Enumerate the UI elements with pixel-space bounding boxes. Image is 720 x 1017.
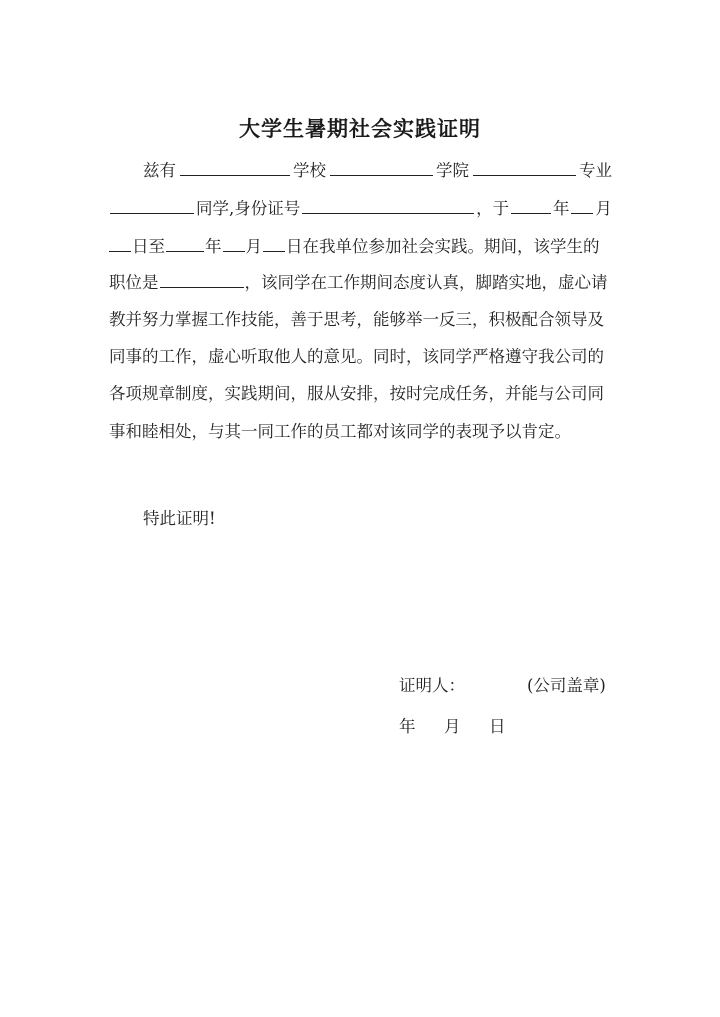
day-to-label: 日至 [132, 237, 165, 256]
college-label: 学院 [436, 161, 469, 180]
date-year-label: 年 [399, 717, 416, 736]
intro-text: 兹有 [143, 161, 176, 180]
end-day-blank[interactable] [263, 231, 285, 252]
line4-rest-text: ，该同学在工作期间态度认真，脚踏实地，虚心请 [244, 273, 608, 292]
document-title: 大学生暑期社会实践证明 [239, 116, 481, 141]
school-blank[interactable] [330, 155, 433, 176]
major-label: 专业 [579, 161, 612, 180]
end-month-blank[interactable] [223, 231, 245, 252]
start-day-blank[interactable] [109, 231, 131, 252]
position-label: 职位是 [109, 273, 159, 292]
paragraph-line-6: 同事的工作，虚心听取他人的意见。同时，该同学严格遵守我公司的 [109, 347, 604, 366]
id-number-blank[interactable] [302, 193, 474, 214]
certifier-label: 证明人： [399, 676, 465, 695]
signature-row [399, 671, 606, 701]
date-row [399, 712, 506, 742]
college-blank[interactable] [473, 155, 576, 176]
start-year-blank[interactable] [511, 193, 551, 214]
end-month-label: 月 [245, 237, 262, 256]
start-month-label: 月 [595, 199, 612, 218]
paragraph-line-8: 事和睦相处，与其一同工作的员工都对该同学的表现予以肯定。 [109, 422, 571, 441]
end-year-label: 年 [205, 237, 222, 256]
start-month-blank[interactable] [571, 193, 593, 214]
from-label: ，于 [476, 199, 510, 218]
line3-rest-text: 日在我单位参加社会实践。期间，该学生的 [286, 237, 600, 256]
date-day-label: 日 [489, 717, 506, 736]
school-label: 学校 [293, 161, 326, 180]
paragraph-line-3 [109, 231, 612, 261]
paragraph-line-7: 各项规章制度，实践期间，服从安排，按时完成任务，并能与公司同 [109, 384, 604, 403]
date-month-label: 月 [444, 717, 461, 736]
paragraph-line-5: 教并努力掌握工作技能，善于思考，能够举一反三，积极配合领导及 [109, 310, 604, 329]
paragraph-line-4 [109, 267, 612, 297]
company-stamp-label: (公司盖章) [527, 676, 606, 695]
paragraph-line-1 [143, 155, 612, 185]
end-year-blank[interactable] [166, 231, 204, 252]
closing-text: 特此证明! [143, 509, 216, 528]
major-blank[interactable] [110, 193, 194, 214]
name-blank[interactable] [180, 155, 290, 176]
position-blank[interactable] [160, 267, 244, 288]
start-year-label: 年 [553, 199, 570, 218]
paragraph-line-2 [109, 193, 612, 223]
classmate-id-label: 同学,身份证号 [195, 199, 301, 218]
